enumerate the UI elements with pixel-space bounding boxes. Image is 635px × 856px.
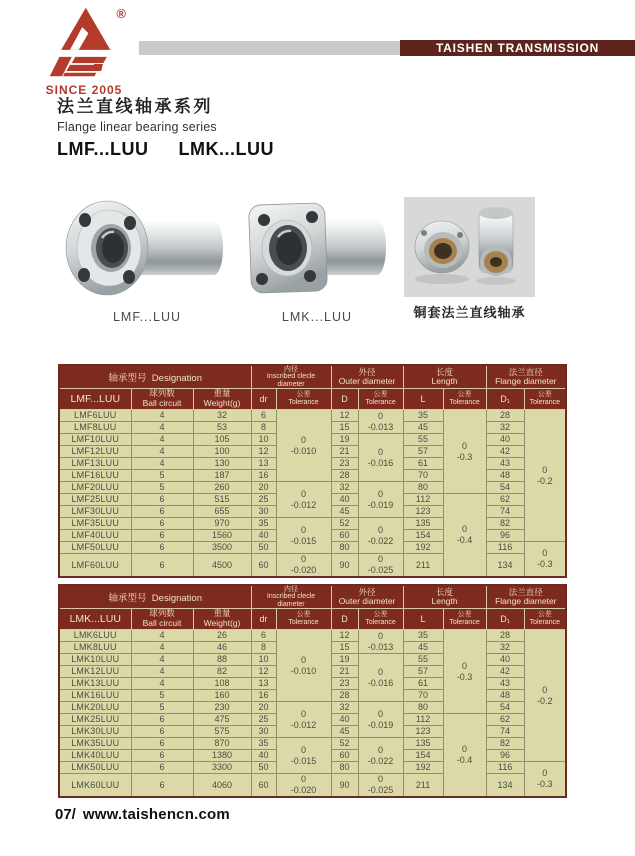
header-length: 长度 Length xyxy=(403,365,486,389)
table-cell: 16 xyxy=(251,470,276,482)
table-cell: 46 xyxy=(193,642,251,654)
table-cell: 82 xyxy=(193,666,251,678)
table-cell: 211 xyxy=(403,774,443,798)
table-cell: 30 xyxy=(251,506,276,518)
table-cell: 5 xyxy=(131,690,193,702)
table-cell: 123 xyxy=(403,506,443,518)
table-cell: 575 xyxy=(193,726,251,738)
table-cell: 105 xyxy=(193,434,251,446)
table-cell: 90 xyxy=(331,774,358,798)
page-title-zh: 法兰直线轴承系列 xyxy=(57,97,213,116)
table-cell: LMF12LUU xyxy=(59,446,131,458)
table-cell: 32 xyxy=(193,410,251,422)
table-cell: 23 xyxy=(331,678,358,690)
table-cell: LMK8LUU xyxy=(59,642,131,654)
lmf-product-figure xyxy=(58,192,236,324)
page-number: 07/ xyxy=(55,806,76,823)
table-cell: 35 xyxy=(403,630,443,642)
table-cell: 60 xyxy=(331,750,358,762)
table-cell: 60 xyxy=(331,530,358,542)
table-cell: 192 xyxy=(403,762,443,774)
header-outer-diameter: 外径 Outer diameter xyxy=(331,585,403,609)
table-row xyxy=(59,738,566,750)
table-cell: 53 xyxy=(193,422,251,434)
bronze-bearing-image xyxy=(404,197,535,297)
lmf-spec-table-container xyxy=(58,364,567,578)
table-cell: 80 xyxy=(403,482,443,494)
table-cell: 30 xyxy=(251,726,276,738)
header-designation: 轴承型号 Designation xyxy=(59,585,251,609)
table-cell: 55 xyxy=(403,654,443,666)
header-L-tolerance: 公差 Tolerance xyxy=(443,389,486,410)
table-cell: 108 xyxy=(193,678,251,690)
table-cell: LMF13LUU xyxy=(59,458,131,470)
table-cell: 20 xyxy=(251,702,276,714)
table-cell: 20 xyxy=(251,482,276,494)
header-D: D xyxy=(331,389,358,410)
table-cell: 40 xyxy=(251,530,276,542)
model-series-title xyxy=(57,139,274,160)
header-D1-tolerance: 公差 Tolerance xyxy=(524,609,566,630)
tolerance-cell: 0 -0.2 xyxy=(524,630,566,762)
table-cell: 6 xyxy=(251,410,276,422)
table-cell: 61 xyxy=(403,458,443,470)
table-cell: 28 xyxy=(486,630,524,642)
table-cell: 1380 xyxy=(193,750,251,762)
table-cell: 96 xyxy=(486,530,524,542)
table-cell: 4 xyxy=(131,446,193,458)
since-label: SINCE 2005 xyxy=(45,83,123,97)
model-right: LMK...LUU xyxy=(178,139,274,159)
table-cell: 4 xyxy=(131,654,193,666)
header-series: LMK...LUU xyxy=(59,609,131,630)
table-cell: 43 xyxy=(486,678,524,690)
header-weight: 重量 Weight(g) xyxy=(193,389,251,410)
table-cell: 61 xyxy=(403,678,443,690)
table-cell: LMK60LUU xyxy=(59,774,131,798)
table-cell: LMF30LUU xyxy=(59,506,131,518)
table-cell: LMK16LUU xyxy=(59,690,131,702)
table-cell: LMK40LUU xyxy=(59,750,131,762)
table-cell: LMK35LUU xyxy=(59,738,131,750)
table-cell: 6 xyxy=(131,714,193,726)
lmf-bearing-image xyxy=(61,192,233,302)
table-cell: 52 xyxy=(331,518,358,530)
tolerance-cell: 0 -0.010 xyxy=(276,410,331,482)
table-cell: 135 xyxy=(403,738,443,750)
table-cell: 4 xyxy=(131,630,193,642)
table-cell: 50 xyxy=(251,542,276,554)
lmk-bearing-image xyxy=(242,192,392,302)
table-cell: LMF35LUU xyxy=(59,518,131,530)
table-cell: 23 xyxy=(331,458,358,470)
tolerance-cell: 0 -0.019 xyxy=(358,482,403,518)
table-cell: 123 xyxy=(403,726,443,738)
tolerance-cell: 0 -0.012 xyxy=(276,702,331,738)
table-cell: LMF40LUU xyxy=(59,530,131,542)
header-series: LMF...LUU xyxy=(59,389,131,410)
table-cell: 6 xyxy=(131,750,193,762)
tolerance-cell: 0 -0.3 xyxy=(443,630,486,714)
tolerance-cell: 0 -0.025 xyxy=(358,554,403,578)
table-cell: 45 xyxy=(403,642,443,654)
header-outer-diameter: 外径 Outer diameter xyxy=(331,365,403,389)
table-cell: 116 xyxy=(486,762,524,774)
table-cell: 32 xyxy=(331,482,358,494)
table-row xyxy=(59,630,566,642)
table-cell: 5 xyxy=(131,470,193,482)
table-cell: 70 xyxy=(403,470,443,482)
table-cell: 40 xyxy=(486,434,524,446)
header-D1-tolerance: 公差 Tolerance xyxy=(524,389,566,410)
tolerance-cell: 0 -0.3 xyxy=(443,410,486,494)
table-cell: 8 xyxy=(251,642,276,654)
table-row xyxy=(59,702,566,714)
table-cell: 40 xyxy=(331,714,358,726)
header-L-tolerance: 公差 Tolerance xyxy=(443,609,486,630)
lmk-product-figure xyxy=(242,192,392,324)
table-cell: LMF8LUU xyxy=(59,422,131,434)
table-cell: 260 xyxy=(193,482,251,494)
lmk-caption: LMK...LUU xyxy=(281,310,353,324)
header-dr-tolerance: 公差 Tolerance xyxy=(276,389,331,410)
lmf-caption: LMF...LUU xyxy=(112,310,182,324)
registered-mark-icon: ® xyxy=(116,6,126,21)
table-cell: 12 xyxy=(331,410,358,422)
table-cell: 12 xyxy=(251,666,276,678)
header-dr: dr xyxy=(251,609,276,630)
table-cell: 70 xyxy=(403,690,443,702)
table-row xyxy=(59,518,566,530)
table-cell: 32 xyxy=(486,642,524,654)
table-cell: 12 xyxy=(251,446,276,458)
table-cell: 13 xyxy=(251,678,276,690)
header-D-tolerance: 公差 Tolerance xyxy=(358,609,403,630)
table-cell: 40 xyxy=(331,494,358,506)
table-cell: 82 xyxy=(486,738,524,750)
table-cell: 19 xyxy=(331,434,358,446)
table-cell: 6 xyxy=(131,762,193,774)
table-cell: 55 xyxy=(403,434,443,446)
tolerance-cell: 0 -0.013 xyxy=(358,630,403,654)
table-cell: LMK6LUU xyxy=(59,630,131,642)
tolerance-cell: 0 -0.4 xyxy=(443,494,486,578)
tolerance-cell: 0 -0.020 xyxy=(276,774,331,798)
table-cell: 4060 xyxy=(193,774,251,798)
table-cell: LMK30LUU xyxy=(59,726,131,738)
table-cell: 515 xyxy=(193,494,251,506)
table-cell: 5 xyxy=(131,482,193,494)
table-cell: 21 xyxy=(331,666,358,678)
table-cell: 13 xyxy=(251,458,276,470)
table-cell: 54 xyxy=(486,702,524,714)
table-cell: 134 xyxy=(486,774,524,798)
table-cell: 43 xyxy=(486,458,524,470)
brand-banner: TAISHEN TRANSMISSION xyxy=(400,40,635,56)
table-cell: LMF20LUU xyxy=(59,482,131,494)
table-cell: 74 xyxy=(486,726,524,738)
title-block xyxy=(57,92,274,160)
model-left: LMF...LUU xyxy=(57,139,149,159)
bronze-product-figure xyxy=(404,197,535,321)
gray-bar xyxy=(139,41,400,55)
table-cell: 45 xyxy=(331,506,358,518)
table-cell: LMK13LUU xyxy=(59,678,131,690)
table-cell: 6 xyxy=(131,554,193,578)
table-cell: 25 xyxy=(251,494,276,506)
spec-table xyxy=(58,584,567,798)
table-row xyxy=(59,410,566,422)
table-cell: 4 xyxy=(131,666,193,678)
table-cell: 4 xyxy=(131,410,193,422)
table-cell: 42 xyxy=(486,666,524,678)
table-cell: LMF25LUU xyxy=(59,494,131,506)
spec-table xyxy=(58,364,567,578)
table-cell: 6 xyxy=(131,494,193,506)
table-cell: 870 xyxy=(193,738,251,750)
table-cell: 57 xyxy=(403,446,443,458)
tolerance-cell: 0 -0.020 xyxy=(276,554,331,578)
header-designation: 轴承型号 Designation xyxy=(59,365,251,389)
table-row xyxy=(59,554,566,578)
table-cell: 192 xyxy=(403,542,443,554)
table-cell: LMK10LUU xyxy=(59,654,131,666)
table-cell: 6 xyxy=(131,738,193,750)
tolerance-cell: 0 -0.016 xyxy=(358,654,403,702)
table-cell: 35 xyxy=(403,410,443,422)
table-row xyxy=(59,482,566,494)
table-cell: 970 xyxy=(193,518,251,530)
header-flange-diameter: 法兰直径 Flange diameter xyxy=(486,365,566,389)
table-cell: 10 xyxy=(251,654,276,666)
bronze-bearing-photo xyxy=(404,197,535,297)
table-cell: 4 xyxy=(131,642,193,654)
tolerance-cell: 0 -0.4 xyxy=(443,714,486,798)
table-row xyxy=(59,774,566,798)
table-cell: 82 xyxy=(486,518,524,530)
table-cell: 90 xyxy=(331,554,358,578)
table-cell: 135 xyxy=(403,518,443,530)
table-cell: 8 xyxy=(251,422,276,434)
table-cell: LMF16LUU xyxy=(59,470,131,482)
table-cell: 19 xyxy=(331,654,358,666)
table-cell: 80 xyxy=(403,702,443,714)
table-cell: 60 xyxy=(251,554,276,578)
tolerance-cell: 0 -0.016 xyxy=(358,434,403,482)
table-cell: 96 xyxy=(486,750,524,762)
header-weight: 重量 Weight(g) xyxy=(193,609,251,630)
bronze-caption: 铜套法兰直线轴承 xyxy=(413,305,526,320)
table-cell: 4 xyxy=(131,678,193,690)
table-cell: 6 xyxy=(131,518,193,530)
table-cell: LMF6LUU xyxy=(59,410,131,422)
table-cell: 160 xyxy=(193,690,251,702)
table-cell: LMF60LUU xyxy=(59,554,131,578)
website-url: www.taishencn.com xyxy=(82,806,230,823)
table-cell: 40 xyxy=(486,654,524,666)
table-cell: 12 xyxy=(331,630,358,642)
header-dr-tolerance: 公差 Tolerance xyxy=(276,609,331,630)
table-cell: 88 xyxy=(193,654,251,666)
table-cell: 475 xyxy=(193,714,251,726)
table-cell: 15 xyxy=(331,422,358,434)
table-cell: 116 xyxy=(486,542,524,554)
table-cell: 74 xyxy=(486,506,524,518)
table-cell: 32 xyxy=(331,702,358,714)
lmk-spec-table-container xyxy=(58,584,567,798)
table-cell: 42 xyxy=(486,446,524,458)
table-cell: 112 xyxy=(403,494,443,506)
tolerance-cell: 0 -0.019 xyxy=(358,702,403,738)
table-cell: 130 xyxy=(193,458,251,470)
table-cell: 50 xyxy=(251,762,276,774)
table-cell: 6 xyxy=(131,774,193,798)
table-cell: 16 xyxy=(251,690,276,702)
table-cell: 134 xyxy=(486,554,524,578)
page-title-en: Flange linear bearing series xyxy=(57,120,217,134)
table-cell: 21 xyxy=(331,446,358,458)
tolerance-cell: 0 -0.015 xyxy=(276,738,331,774)
header-D: D xyxy=(331,609,358,630)
tolerance-cell: 0 -0.022 xyxy=(358,518,403,554)
header-inner-diameter: 内径 Inscribed clecle diameter xyxy=(251,365,331,389)
table-cell: 57 xyxy=(403,666,443,678)
table-cell: 80 xyxy=(331,542,358,554)
table-cell: LMK50LUU xyxy=(59,762,131,774)
tolerance-cell: 0 -0.025 xyxy=(358,774,403,798)
header-inner-diameter: 内径 Inscribed clecle diameter xyxy=(251,585,331,609)
table-cell: 6 xyxy=(131,542,193,554)
table-cell: 6 xyxy=(131,506,193,518)
table-cell: 6 xyxy=(131,726,193,738)
table-cell: 655 xyxy=(193,506,251,518)
brand-logo xyxy=(40,6,128,97)
table-cell: 6 xyxy=(251,630,276,642)
table-cell: 3500 xyxy=(193,542,251,554)
header-ball-circuit: 球列数 Ball circuit xyxy=(131,389,193,410)
table-cell: LMK12LUU xyxy=(59,666,131,678)
table-cell: 54 xyxy=(486,482,524,494)
table-cell: 40 xyxy=(251,750,276,762)
table-cell: LMF50LUU xyxy=(59,542,131,554)
table-cell: LMK25LUU xyxy=(59,714,131,726)
page-footer xyxy=(55,806,230,823)
tolerance-cell: 0 -0.015 xyxy=(276,518,331,554)
header-dr: dr xyxy=(251,389,276,410)
tolerance-cell: 0 -0.022 xyxy=(358,738,403,774)
table-cell: 25 xyxy=(251,714,276,726)
table-cell: 112 xyxy=(403,714,443,726)
table-cell: 28 xyxy=(331,470,358,482)
table-cell: 187 xyxy=(193,470,251,482)
logo-mark-icon xyxy=(40,6,128,78)
table-cell: 80 xyxy=(331,762,358,774)
table-cell: 62 xyxy=(486,494,524,506)
table-cell: 62 xyxy=(486,714,524,726)
table-cell: 100 xyxy=(193,446,251,458)
tolerance-cell: 0 -0.3 xyxy=(524,542,566,578)
header-L: L xyxy=(403,609,443,630)
table-cell: 211 xyxy=(403,554,443,578)
table-cell: 52 xyxy=(331,738,358,750)
table-cell: 154 xyxy=(403,530,443,542)
tolerance-cell: 0 -0.2 xyxy=(524,410,566,542)
table-cell: 230 xyxy=(193,702,251,714)
tolerance-cell: 0 -0.012 xyxy=(276,482,331,518)
tolerance-cell: 0 -0.013 xyxy=(358,410,403,434)
table-cell: 26 xyxy=(193,630,251,642)
table-cell: 48 xyxy=(486,690,524,702)
header-D-tolerance: 公差 Tolerance xyxy=(358,389,403,410)
table-cell: 35 xyxy=(251,738,276,750)
table-cell: 5 xyxy=(131,702,193,714)
table-cell: 48 xyxy=(486,470,524,482)
header-L: L xyxy=(403,389,443,410)
table-cell: 35 xyxy=(251,518,276,530)
header-ball-circuit: 球列数 Ball circuit xyxy=(131,609,193,630)
header-D1: D₁ xyxy=(486,609,524,630)
table-cell: 60 xyxy=(251,774,276,798)
table-cell: 4 xyxy=(131,422,193,434)
table-cell: LMK20LUU xyxy=(59,702,131,714)
table-cell: 4 xyxy=(131,458,193,470)
table-cell: 15 xyxy=(331,642,358,654)
table-cell: 28 xyxy=(486,410,524,422)
tolerance-cell: 0 -0.010 xyxy=(276,630,331,702)
table-cell: 28 xyxy=(331,690,358,702)
table-cell: 1560 xyxy=(193,530,251,542)
table-cell: 6 xyxy=(131,530,193,542)
table-cell: 10 xyxy=(251,434,276,446)
table-cell: 4 xyxy=(131,434,193,446)
table-cell: 32 xyxy=(486,422,524,434)
tolerance-cell: 0 -0.3 xyxy=(524,762,566,798)
header-D1: D₁ xyxy=(486,389,524,410)
header-flange-diameter: 法兰直径 Flange diameter xyxy=(486,585,566,609)
table-cell: LMF10LUU xyxy=(59,434,131,446)
table-cell: 154 xyxy=(403,750,443,762)
table-cell: 45 xyxy=(403,422,443,434)
table-cell: 3300 xyxy=(193,762,251,774)
table-cell: 4500 xyxy=(193,554,251,578)
table-cell: 45 xyxy=(331,726,358,738)
header-length: 长度 Length xyxy=(403,585,486,609)
